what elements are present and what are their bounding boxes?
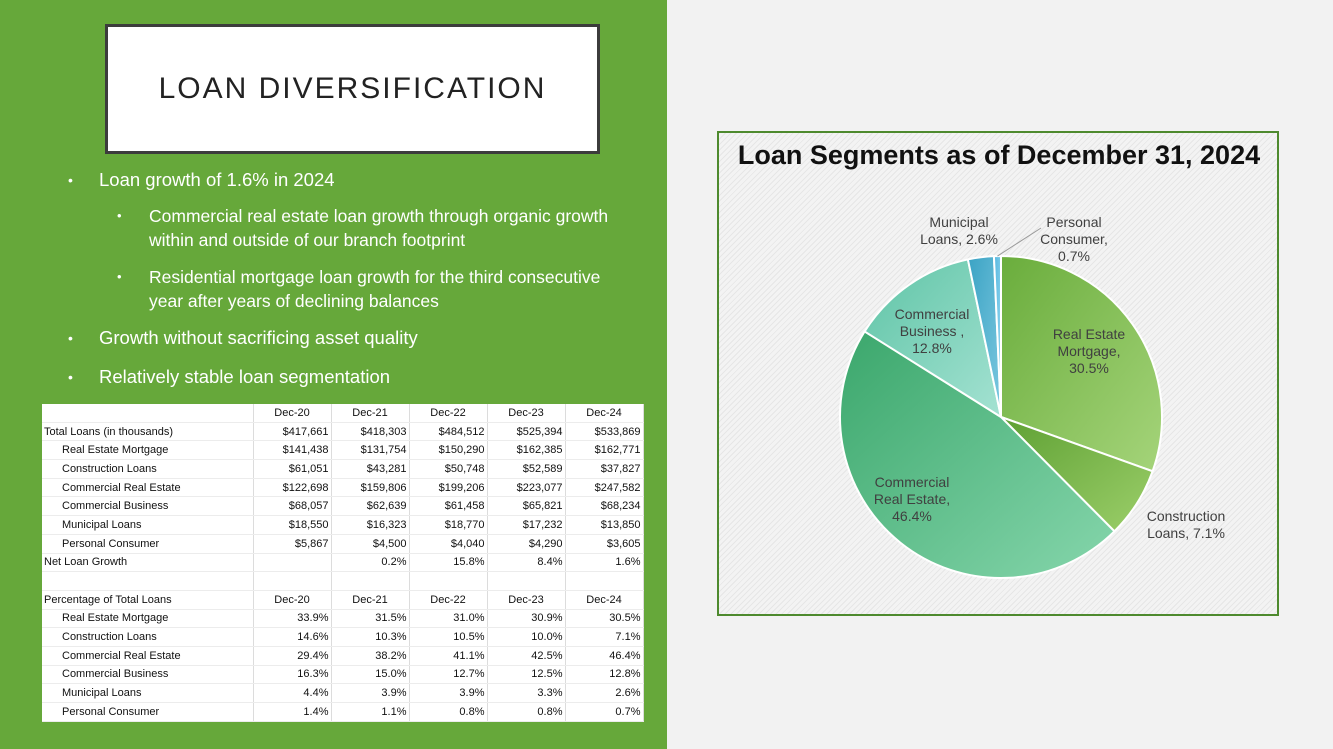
title-box	[105, 24, 600, 154]
value-cell: 31.5%	[331, 609, 409, 628]
value-cell	[253, 572, 331, 591]
value-cell: 0.7%	[565, 703, 643, 722]
pie-label-line: Real Estate,	[873, 491, 951, 507]
pie-leader-line	[997, 228, 1041, 256]
value-cell: $247,582	[565, 478, 643, 497]
value-cell: 30.5%	[565, 609, 643, 628]
value-cell: Dec-24	[565, 404, 643, 422]
bullet-cre-growth	[62, 204, 729, 252]
value-cell: $61,051	[253, 460, 331, 479]
value-cell: 41.1%	[409, 646, 487, 665]
percentage-row	[42, 628, 643, 647]
value-cell	[409, 572, 487, 591]
row-label-cell: Real Estate Mortgage	[42, 441, 253, 460]
value-cell: 46.4%	[565, 646, 643, 665]
value-cell: $199,206	[409, 478, 487, 497]
row-label-cell: Net Loan Growth	[42, 553, 253, 572]
pie-label-line: Personal	[1046, 214, 1102, 230]
pie-label-line: Construction	[1146, 508, 1226, 524]
pie-label-line: Commercial	[894, 306, 970, 322]
value-cell: 30.9%	[487, 609, 565, 628]
row-label-cell: Real Estate Mortgage	[42, 609, 253, 628]
value-cell: $52,589	[487, 460, 565, 479]
percentage-row	[42, 703, 643, 722]
value-cell: $17,232	[487, 516, 565, 535]
value-cell: $65,821	[487, 497, 565, 516]
value-cell: 14.6%	[253, 628, 331, 647]
value-cell	[487, 572, 565, 591]
pie-label-line: 30.5%	[1069, 360, 1109, 376]
amount-row	[42, 534, 643, 553]
value-cell: 29.4%	[253, 646, 331, 665]
value-cell: $162,771	[565, 441, 643, 460]
value-cell: 3.9%	[409, 684, 487, 703]
pie-label-municipal-loans	[920, 214, 998, 247]
value-cell: $122,698	[253, 478, 331, 497]
slide-title: LOAN DIVERSIFICATION	[158, 72, 547, 105]
value-cell: 8.4%	[487, 553, 565, 572]
value-cell: 10.0%	[487, 628, 565, 647]
pie-label-line: Loans, 2.6%	[920, 231, 998, 247]
value-cell: 12.8%	[565, 665, 643, 684]
chart-title-text: Loan Segments as of December 31, 2024	[737, 140, 1261, 170]
value-cell: $18,550	[253, 516, 331, 535]
amount-row	[42, 478, 643, 497]
value-cell: $16,323	[331, 516, 409, 535]
value-cell: 2.6%	[565, 684, 643, 703]
value-cell: $159,806	[331, 478, 409, 497]
pie-label-line: Consumer,	[1040, 231, 1108, 247]
percentage-row	[42, 684, 643, 703]
value-cell: 0.8%	[487, 703, 565, 722]
value-cell: $533,869	[565, 422, 643, 441]
row-label-cell: Total Loans (in thousands)	[42, 422, 253, 441]
value-cell	[565, 572, 643, 591]
percentage-row	[42, 665, 643, 684]
value-cell: 0.2%	[331, 553, 409, 572]
value-cell: $50,748	[409, 460, 487, 479]
value-cell: $68,234	[565, 497, 643, 516]
value-cell: 15.0%	[331, 665, 409, 684]
bullet-line: Commercial real estate loan growth through organic growth	[149, 206, 609, 226]
pie-label-line: 46.4%	[892, 508, 932, 524]
pie-chart	[719, 133, 1279, 616]
total-loans-row	[42, 422, 643, 441]
value-cell: $4,040	[409, 534, 487, 553]
spacer-row	[42, 572, 643, 591]
value-cell: 3.3%	[487, 684, 565, 703]
value-cell: $141,438	[253, 441, 331, 460]
net-growth-row	[42, 553, 643, 572]
pie-label-personal-consumer	[1040, 214, 1108, 264]
value-cell: $3,605	[565, 534, 643, 553]
value-cell: 1.6%	[565, 553, 643, 572]
value-cell: 10.5%	[409, 628, 487, 647]
pie-label-line: 0.7%	[1058, 248, 1090, 264]
value-cell: $131,754	[331, 441, 409, 460]
pie-label-line: 12.8%	[912, 340, 952, 356]
row-label-cell	[42, 404, 253, 422]
row-label-cell: Municipal Loans	[42, 684, 253, 703]
pie-label-line: Real Estate	[1052, 326, 1126, 342]
value-cell: $43,281	[331, 460, 409, 479]
bullet-asset-quality: • Growth without sacrificing asset quality	[62, 326, 659, 350]
percentage-row	[42, 646, 643, 665]
value-cell: $4,290	[487, 534, 565, 553]
value-cell: 0.8%	[409, 703, 487, 722]
value-cell: $5,867	[253, 534, 331, 553]
value-cell: 1.4%	[253, 703, 331, 722]
value-cell: 33.9%	[253, 609, 331, 628]
value-cell	[331, 572, 409, 591]
value-cell: 16.3%	[253, 665, 331, 684]
row-label-cell: Percentage of Total Loans	[42, 590, 253, 609]
value-cell: $13,850	[565, 516, 643, 535]
row-label-cell: Construction Loans	[42, 460, 253, 479]
value-cell: Dec-21	[331, 404, 409, 422]
value-cell: 15.8%	[409, 553, 487, 572]
value-cell: 4.4%	[253, 684, 331, 703]
value-cell: 42.5%	[487, 646, 565, 665]
row-label-cell	[42, 572, 253, 591]
table-header-row	[42, 404, 643, 422]
value-cell: $525,394	[487, 422, 565, 441]
pie-label-construction-loans	[1147, 508, 1226, 541]
percentage-header-row	[42, 590, 643, 609]
value-cell: Dec-24	[565, 590, 643, 609]
value-cell: 31.0%	[409, 609, 487, 628]
row-label-cell: Commercial Business	[42, 497, 253, 516]
value-cell: $223,077	[487, 478, 565, 497]
bullet-line: Residential mortgage loan growth for the third consecutive	[149, 267, 601, 287]
row-label-cell: Commercial Real Estate	[42, 478, 253, 497]
value-cell: Dec-23	[487, 590, 565, 609]
value-cell: Dec-22	[409, 590, 487, 609]
amount-row	[42, 497, 643, 516]
value-cell: 10.3%	[331, 628, 409, 647]
loan-table-container	[42, 404, 643, 722]
percentage-row	[42, 609, 643, 628]
value-cell: Dec-20	[253, 590, 331, 609]
value-cell: Dec-21	[331, 590, 409, 609]
value-cell: $61,458	[409, 497, 487, 516]
bullet-line: within and outside of our branch footprint	[149, 230, 466, 250]
pie-label-line: Mortgage,	[1057, 343, 1121, 359]
bullet-residential-growth	[62, 265, 729, 313]
pie-label-line: Commercial	[874, 474, 950, 490]
pie-label-line: Municipal	[929, 214, 989, 230]
amount-row	[42, 460, 643, 479]
bullet-line: year after years of declining balances	[149, 291, 439, 311]
value-cell: $68,057	[253, 497, 331, 516]
row-label-cell: Commercial Real Estate	[42, 646, 253, 665]
value-cell	[253, 553, 331, 572]
row-label-cell: Commercial Business	[42, 665, 253, 684]
value-cell: $37,827	[565, 460, 643, 479]
row-label-cell: Personal Consumer	[42, 703, 253, 722]
value-cell: $4,500	[331, 534, 409, 553]
loan-table	[42, 404, 644, 722]
value-cell: 7.1%	[565, 628, 643, 647]
pie-chart-panel	[717, 131, 1279, 616]
bullet-loan-growth: • Loan growth of 1.6% in 2024	[62, 168, 659, 192]
bullet-segmentation: • Relatively stable loan segmentation	[62, 365, 659, 389]
value-cell: 38.2%	[331, 646, 409, 665]
pie-label-line: Loans, 7.1%	[1147, 525, 1225, 541]
value-cell: 3.9%	[331, 684, 409, 703]
pie-label-line: Business ,	[899, 323, 965, 339]
row-label-cell: Construction Loans	[42, 628, 253, 647]
value-cell: Dec-22	[409, 404, 487, 422]
value-cell: Dec-20	[253, 404, 331, 422]
value-cell: $484,512	[409, 422, 487, 441]
row-label-cell: Personal Consumer	[42, 534, 253, 553]
value-cell: 1.1%	[331, 703, 409, 722]
value-cell: $18,770	[409, 516, 487, 535]
value-cell: $150,290	[409, 441, 487, 460]
value-cell: Dec-23	[487, 404, 565, 422]
amount-row	[42, 516, 643, 535]
row-label-cell: Municipal Loans	[42, 516, 253, 535]
value-cell: $162,385	[487, 441, 565, 460]
value-cell: $418,303	[331, 422, 409, 441]
amount-row	[42, 441, 643, 460]
value-cell: 12.7%	[409, 665, 487, 684]
value-cell: $62,639	[331, 497, 409, 516]
value-cell: 12.5%	[487, 665, 565, 684]
value-cell: $417,661	[253, 422, 331, 441]
